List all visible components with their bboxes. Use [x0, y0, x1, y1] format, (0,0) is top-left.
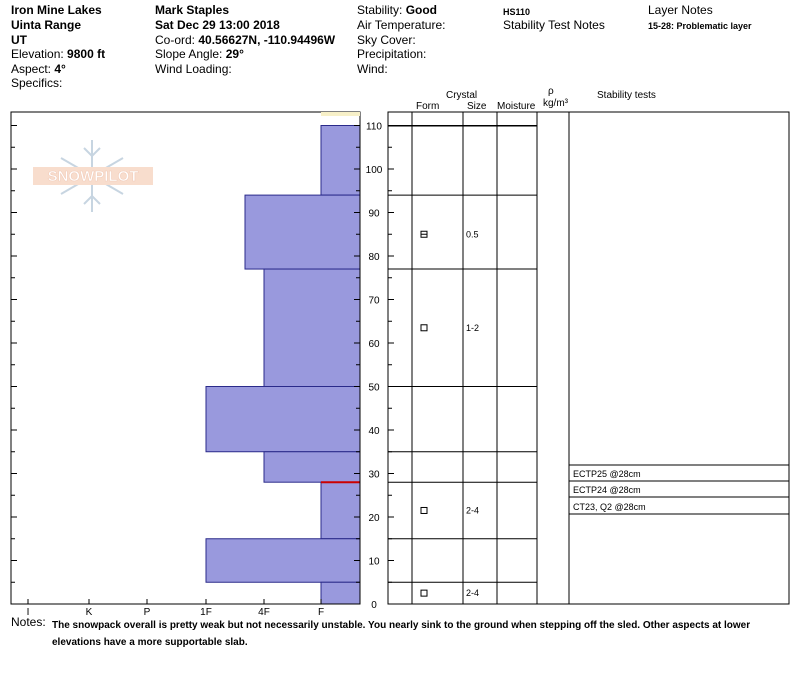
height-tick-label: 90 [368, 208, 380, 220]
crystal-size: 1-2 [466, 322, 480, 333]
hardness-bar [321, 482, 360, 539]
slope-value: 29° [225, 47, 244, 61]
height-tick-label: 0 [371, 600, 377, 611]
crystal-size: 2-4 [466, 588, 480, 599]
layer-note: 15-28: Problematic layer [648, 21, 752, 31]
layer-notes-title: Layer Notes [648, 3, 713, 17]
air-temperature-label: Air Temperature: [357, 18, 446, 32]
notes-text: The snowpack overall is pretty weak but not necessarily unstable. You nearly sink to the ground when stepping off the sled. Other aspects at lower elevations have a more supportable slab. [52, 620, 751, 648]
top-gap-marker [321, 112, 360, 116]
hardness-bar [245, 195, 360, 269]
elevation-label: Elevation: [11, 47, 68, 61]
stability-value: Good [405, 3, 438, 17]
hardness-tick-label: F [317, 607, 325, 618]
range-name: Uinta Range [11, 18, 82, 32]
hardness-bars [206, 126, 360, 605]
aspect-value: 4° [54, 62, 66, 76]
moisture-header: Moisture [497, 101, 536, 112]
hardness-bar [206, 387, 360, 452]
height-tick-label: 110 [366, 121, 382, 133]
precipitation-label: Precipitation: [357, 47, 427, 61]
stability-test-result: ECTP25 @28cm [573, 469, 641, 479]
slope-label: Slope Angle: [155, 47, 226, 61]
stability-test-rows [569, 465, 789, 514]
stability-label: Stability: [357, 3, 406, 17]
crystal-header: Crystal [446, 90, 478, 101]
coord-value: 40.56627N, -110.94496W [198, 33, 336, 47]
hardness-bar [321, 126, 360, 196]
height-tick-label: 10 [368, 556, 380, 568]
snow-height: HS110 [503, 7, 531, 17]
faceted-crystal-icon [421, 325, 427, 331]
size-header: Size [467, 101, 487, 112]
hardness-bar [321, 582, 360, 604]
hardness-axis [27, 599, 324, 618]
hardness-tick-label: K [85, 607, 93, 618]
hardness-bar [264, 269, 360, 386]
stability-test-notes-title: Stability Test Notes [503, 18, 605, 32]
density-unit-header: kg/m³ [543, 98, 568, 109]
layer-table-frame [388, 112, 789, 604]
observer-name: Mark Staples [155, 3, 230, 17]
height-tick-label: 20 [368, 513, 380, 524]
wind-label: Wind: [357, 62, 388, 76]
height-tick-label: 40 [368, 426, 380, 437]
sky-cover-label: Sky Cover: [357, 33, 416, 47]
density-rho-header: ρ [548, 86, 554, 97]
stability-test-result: ECTP24 @28cm [573, 485, 641, 495]
height-tick-label: 30 [368, 469, 380, 481]
chart-frames [11, 112, 789, 604]
crystal-rows [421, 229, 479, 598]
wind-loading-label: Wind Loading: [155, 62, 232, 76]
crystal-size: 2-4 [466, 505, 480, 516]
snowpilot-logo [33, 140, 153, 212]
faceted-crystal-icon [421, 590, 427, 596]
observation-datetime: Sat Dec 29 13:00 2018 [155, 18, 280, 32]
stability-tests-header: Stability tests [597, 90, 656, 101]
faceted-crystal-icon [421, 507, 427, 513]
height-tick-label: 70 [368, 295, 380, 307]
coord-label: Co-ord: [155, 33, 199, 47]
height-tick-label: 60 [368, 339, 380, 350]
form-header: Form [416, 101, 440, 112]
notes-label: Notes: [11, 615, 46, 629]
aspect-label: Aspect: [11, 62, 55, 76]
elevation-value: 9800 ft [67, 47, 106, 61]
height-tick-label: 50 [368, 382, 380, 394]
hardness-bar [264, 452, 360, 482]
hardness-tick-label: 4F [258, 607, 270, 618]
hardness-bar [206, 539, 360, 583]
state-name: UT [11, 33, 27, 47]
hardness-tick-label: P [143, 607, 151, 618]
hardness-tick-label: 1F [200, 607, 212, 618]
crystal-size: 0.5 [466, 229, 479, 240]
stability-test-result: CT23, Q2 @28cm [573, 502, 646, 512]
logo-text: SNOWPILOT [47, 168, 139, 185]
height-tick-label: 80 [368, 252, 380, 263]
height-tick-label: 100 [365, 165, 383, 176]
hardness-tick-label: I [26, 607, 30, 618]
specifics-label: Specifics: [11, 76, 63, 90]
location-name: Iron Mine Lakes [11, 3, 102, 17]
